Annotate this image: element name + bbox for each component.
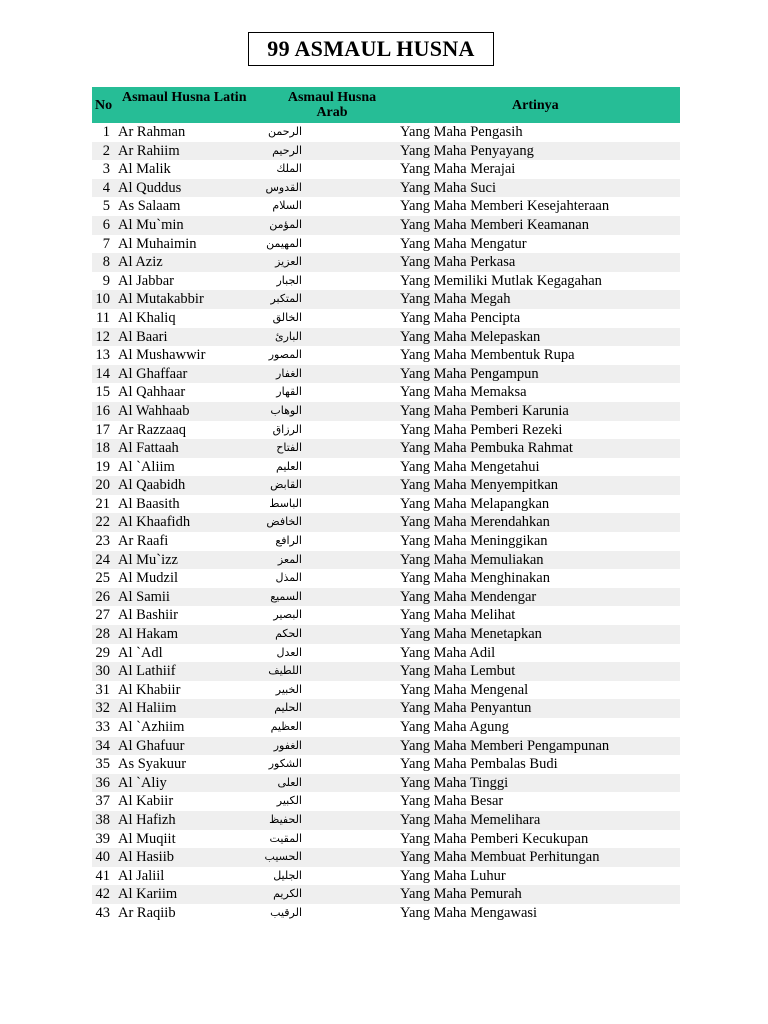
row-meaning: Yang Maha Tinggi xyxy=(400,774,509,791)
table-row xyxy=(92,718,680,737)
row-arabic-name: المهيمن xyxy=(266,236,302,250)
row-arabic-name: المصور xyxy=(268,348,302,362)
row-arabic-name: الفتاح xyxy=(276,441,302,455)
row-number: 41 xyxy=(95,867,110,884)
row-meaning: Yang Maha Suci xyxy=(400,179,496,196)
row-latin-name: As Syakuur xyxy=(118,756,187,773)
table-row xyxy=(92,811,680,830)
row-number: 17 xyxy=(95,421,110,438)
table-row xyxy=(92,532,680,551)
row-latin-name: Al Mudzil xyxy=(118,570,179,587)
row-arabic-name: البصير xyxy=(273,608,302,622)
row-arabic-name: الرافع xyxy=(275,534,302,548)
row-arabic-name: الخبير xyxy=(275,682,302,696)
row-arabic-name: القهار xyxy=(276,385,302,399)
row-number: 25 xyxy=(95,570,110,587)
row-arabic-name: العظيم xyxy=(270,720,302,733)
table-row xyxy=(92,179,680,198)
row-number: 20 xyxy=(95,477,110,494)
row-meaning: Yang Maha Pemurah xyxy=(400,886,522,903)
table-row xyxy=(92,606,680,625)
row-latin-name: Al Samii xyxy=(118,588,170,605)
row-meaning: Yang Maha Pemberi Karunia xyxy=(400,402,569,419)
row-number: 18 xyxy=(95,440,110,457)
row-arabic-name: الكبير xyxy=(276,794,302,808)
row-meaning: Yang Maha Mengatur xyxy=(400,235,527,252)
table-row xyxy=(92,588,680,607)
table-row xyxy=(92,830,680,849)
row-meaning: Yang Maha Pemberi Rezeki xyxy=(400,421,563,438)
row-number: 26 xyxy=(95,588,110,605)
row-arabic-name: الكريم xyxy=(273,887,302,901)
row-number: 35 xyxy=(95,756,110,773)
row-latin-name: Al Baari xyxy=(118,328,168,345)
row-meaning: Yang Maha Pembalas Budi xyxy=(400,756,558,773)
row-meaning: Yang Maha Mengawasi xyxy=(400,904,538,921)
row-arabic-name: الملك xyxy=(276,162,302,176)
table-row xyxy=(92,699,680,718)
row-arabic-name: المتكبر xyxy=(270,292,302,306)
row-meaning: Yang Maha Luhur xyxy=(400,867,506,884)
table-row xyxy=(92,365,680,384)
table-row xyxy=(92,458,680,477)
table-row xyxy=(92,755,680,774)
row-latin-name: Al Wahhaab xyxy=(118,402,190,419)
row-number: 5 xyxy=(102,198,110,215)
row-meaning: Yang Maha Pengasih xyxy=(400,124,523,140)
row-number: 3 xyxy=(102,161,110,178)
row-number: 6 xyxy=(102,216,110,233)
row-meaning: Yang Maha Melapangkan xyxy=(400,495,550,512)
table-header xyxy=(92,87,680,123)
row-latin-name: Al Aziz xyxy=(118,254,163,271)
table-row xyxy=(92,476,680,495)
row-arabic-name: القدوس xyxy=(265,180,302,194)
table-row xyxy=(92,123,680,142)
table-row xyxy=(92,290,680,309)
row-meaning: Yang Maha Pencipta xyxy=(400,309,521,326)
table-row xyxy=(92,421,680,440)
row-number: 1 xyxy=(102,124,110,140)
row-number: 8 xyxy=(102,254,110,271)
row-arabic-name: الرحيم xyxy=(272,143,302,157)
row-arabic-name: المقيت xyxy=(269,831,302,845)
row-arabic-name: المؤمن xyxy=(269,217,302,231)
row-latin-name: Al `Adl xyxy=(118,644,163,661)
row-latin-name: Ar Rahiim xyxy=(118,142,180,159)
row-latin-name: Al Malik xyxy=(118,161,171,178)
row-number: 31 xyxy=(95,681,110,698)
header-arab-line2: Arab xyxy=(316,105,348,120)
row-meaning: Yang Maha Agung xyxy=(400,719,509,735)
row-latin-name: Al Haliim xyxy=(118,700,177,717)
row-meaning: Yang Maha Memberi Pengampunan xyxy=(400,737,610,754)
row-arabic-name: الحليم xyxy=(274,701,302,715)
row-number: 32 xyxy=(95,700,110,717)
table-row xyxy=(92,328,680,347)
row-number: 7 xyxy=(102,235,110,252)
row-meaning: Yang Maha Melepaskan xyxy=(400,328,541,345)
row-latin-name: Al Kabiir xyxy=(118,793,174,810)
row-latin-name: Ar Raafi xyxy=(118,533,169,550)
row-arabic-name: اللطيف xyxy=(268,664,302,678)
row-number: 29 xyxy=(95,644,110,661)
row-number: 40 xyxy=(95,849,110,866)
row-meaning: Yang Maha Merajai xyxy=(400,161,516,178)
row-latin-name: Al Khabiir xyxy=(118,681,181,698)
row-number: 30 xyxy=(95,663,110,680)
row-number: 43 xyxy=(95,904,110,921)
row-latin-name: Al Mushawwir xyxy=(118,347,206,364)
row-arabic-name: الحسيب xyxy=(264,850,302,864)
row-arabic-name: العلى xyxy=(277,775,302,789)
row-latin-name: Al Quddus xyxy=(118,179,182,196)
table-row xyxy=(92,848,680,867)
row-number: 15 xyxy=(95,384,110,401)
row-arabic-name: العدل xyxy=(276,645,302,659)
row-arabic-name: المعز xyxy=(277,552,302,566)
row-latin-name: Al Mutakabbir xyxy=(118,291,204,308)
row-meaning: Yang Maha Lembut xyxy=(400,663,516,680)
row-arabic-name: العزيز xyxy=(275,255,302,269)
row-number: 14 xyxy=(95,365,110,382)
row-meaning: Yang Maha Penyayang xyxy=(400,142,534,159)
table-row xyxy=(92,253,680,272)
row-arabic-name: السلام xyxy=(272,199,302,213)
row-meaning: Yang Maha Penyantun xyxy=(400,700,532,717)
row-arabic-name: الشكور xyxy=(268,757,302,771)
table-row xyxy=(92,235,680,254)
row-number: 39 xyxy=(95,830,110,847)
table-row xyxy=(92,737,680,756)
row-number: 34 xyxy=(95,737,110,754)
row-meaning: Yang Maha Meninggikan xyxy=(400,533,548,550)
row-meaning: Yang Maha Memaksa xyxy=(400,384,527,401)
row-arabic-name: الجليل xyxy=(273,868,302,882)
row-meaning: Yang Maha Membentuk Rupa xyxy=(400,347,575,364)
row-number: 19 xyxy=(95,458,110,475)
row-number: 12 xyxy=(95,328,110,345)
table-row xyxy=(92,495,680,514)
row-arabic-name: الرقيب xyxy=(270,905,302,919)
table-row xyxy=(92,197,680,216)
row-latin-name: Al Hafizh xyxy=(118,811,176,828)
row-latin-name: Al Qahhaar xyxy=(118,384,186,401)
table-row xyxy=(92,681,680,700)
header-arab-line1: Asmaul Husna xyxy=(287,90,377,105)
row-latin-name: Al Ghafuur xyxy=(118,737,185,754)
row-meaning: Yang Maha Merendahkan xyxy=(400,514,550,531)
table-row xyxy=(92,346,680,365)
row-number: 9 xyxy=(102,272,110,289)
row-arabic-name: الرحمن xyxy=(267,125,302,138)
row-meaning: Yang Maha Melihat xyxy=(400,607,516,624)
row-meaning: Yang Maha Memberi Keamanan xyxy=(400,216,589,233)
table-row xyxy=(92,885,680,904)
row-arabic-name: البارئ xyxy=(274,329,302,343)
row-meaning: Yang Maha Besar xyxy=(400,793,504,810)
row-arabic-name: الجبار xyxy=(276,273,302,287)
row-latin-name: Al Fattaah xyxy=(118,440,179,457)
row-arabic-name: المذل xyxy=(275,571,302,585)
row-latin-name: Al Mu`min xyxy=(118,216,184,233)
row-number: 28 xyxy=(95,626,110,643)
row-latin-name: Ar Rahman xyxy=(118,124,186,140)
table-body xyxy=(92,123,680,923)
row-number: 10 xyxy=(95,291,110,308)
row-latin-name: Al Jaliil xyxy=(118,867,165,884)
row-meaning: Yang Maha Perkasa xyxy=(400,254,516,271)
row-number: 38 xyxy=(95,811,110,828)
row-arabic-name: الحكم xyxy=(275,627,302,641)
row-number: 2 xyxy=(102,142,110,159)
row-meaning: Yang Maha Pengampun xyxy=(400,365,539,382)
row-meaning: Yang Maha Menghinakan xyxy=(400,570,550,587)
row-meaning: Yang Maha Pembuka Rahmat xyxy=(400,440,573,457)
row-meaning: Yang Maha Mendengar xyxy=(400,588,537,605)
table-row xyxy=(92,439,680,458)
table-row xyxy=(92,662,680,681)
row-arabic-name: الخالق xyxy=(272,310,302,324)
row-number: 11 xyxy=(96,309,110,326)
row-latin-name: Al Kariim xyxy=(118,886,178,903)
row-meaning: Yang Maha Megah xyxy=(400,291,511,308)
row-latin-name: Al Lathiif xyxy=(118,663,176,680)
row-latin-name: Ar Raqiib xyxy=(118,904,176,921)
row-latin-name: As Salaam xyxy=(118,198,181,215)
header-no: No xyxy=(95,98,113,113)
row-latin-name: Al Khaliq xyxy=(118,309,176,326)
row-meaning: Yang Maha Memelihara xyxy=(400,811,541,828)
row-arabic-name: الرزاق xyxy=(272,422,302,436)
row-latin-name: Al Muqiit xyxy=(118,830,176,847)
row-meaning: Yang Maha Memberi Kesejahteraan xyxy=(400,198,610,215)
row-arabic-name: العليم xyxy=(276,459,302,473)
row-latin-name: Al Hasiib xyxy=(118,849,174,866)
row-arabic-name: الغفور xyxy=(273,738,302,752)
row-latin-name: Ar Razzaaq xyxy=(118,421,187,438)
table-row xyxy=(92,625,680,644)
table-row xyxy=(92,569,680,588)
table-row xyxy=(92,867,680,886)
asmaul-husna-table xyxy=(92,87,680,923)
row-meaning: Yang Maha Menetapkan xyxy=(400,626,542,643)
row-latin-name: Al Ghaffaar xyxy=(118,365,188,382)
row-number: 24 xyxy=(95,551,110,568)
row-meaning: Yang Maha Memuliakan xyxy=(400,551,544,568)
row-arabic-name: الحفيظ xyxy=(269,812,302,826)
row-latin-name: Al `Aliy xyxy=(118,774,167,791)
row-latin-name: Al Khaafidh xyxy=(118,514,191,531)
row-latin-name: Al `Azhiim xyxy=(118,719,185,735)
row-arabic-name: السميع xyxy=(270,589,302,603)
row-latin-name: Al Bashiir xyxy=(118,607,179,624)
row-number: 36 xyxy=(95,774,110,791)
table-row xyxy=(92,774,680,793)
row-number: 4 xyxy=(102,179,110,196)
table-row xyxy=(92,216,680,235)
row-number: 37 xyxy=(95,793,110,810)
row-meaning: Yang Maha Mengenal xyxy=(400,681,529,698)
table-row xyxy=(92,904,680,923)
table-row xyxy=(92,142,680,161)
table-row xyxy=(92,792,680,811)
row-number: 21 xyxy=(95,495,110,512)
row-meaning: Yang Maha Membuat Perhitungan xyxy=(400,849,600,866)
table-row xyxy=(92,272,680,291)
row-latin-name: Al Muhaimin xyxy=(118,235,197,252)
row-number: 42 xyxy=(95,886,110,903)
row-arabic-name: الباسط xyxy=(269,496,302,510)
table-row xyxy=(92,160,680,179)
row-meaning: Yang Maha Adil xyxy=(400,644,496,661)
header-arab xyxy=(282,90,382,120)
row-latin-name: Al Qaabidh xyxy=(118,477,186,494)
table-row xyxy=(92,644,680,663)
row-arabic-name: الخافض xyxy=(266,515,302,529)
row-meaning: Yang Memiliki Mutlak Kegagahan xyxy=(400,272,602,289)
row-meaning: Yang Maha Mengetahui xyxy=(400,458,540,475)
row-meaning: Yang Maha Pemberi Kecukupan xyxy=(400,830,589,847)
row-arabic-name: القابض xyxy=(270,478,302,492)
row-meaning: Yang Maha Menyempitkan xyxy=(400,477,559,494)
row-number: 27 xyxy=(95,607,110,624)
row-number: 13 xyxy=(95,347,110,364)
row-latin-name: Al Jabbar xyxy=(118,272,174,289)
page-title: 99 ASMAUL HUSNA xyxy=(248,32,494,66)
table-row xyxy=(92,513,680,532)
row-arabic-name: الوهاب xyxy=(270,403,302,417)
header-artinya: Artinya xyxy=(512,98,559,113)
header-latin: Asmaul Husna Latin xyxy=(122,90,247,105)
row-latin-name: Al `Aliim xyxy=(118,458,175,475)
row-arabic-name: الغفار xyxy=(276,366,302,380)
row-number: 22 xyxy=(95,514,110,531)
row-number: 33 xyxy=(95,719,110,735)
row-latin-name: Al Hakam xyxy=(118,626,178,643)
row-number: 23 xyxy=(95,533,110,550)
table-row xyxy=(92,402,680,421)
row-latin-name: Al Baasith xyxy=(118,495,180,512)
table-row xyxy=(92,551,680,570)
row-latin-name: Al Mu`izz xyxy=(118,551,178,568)
table-row xyxy=(92,383,680,402)
row-number: 16 xyxy=(95,402,110,419)
table-row xyxy=(92,309,680,328)
